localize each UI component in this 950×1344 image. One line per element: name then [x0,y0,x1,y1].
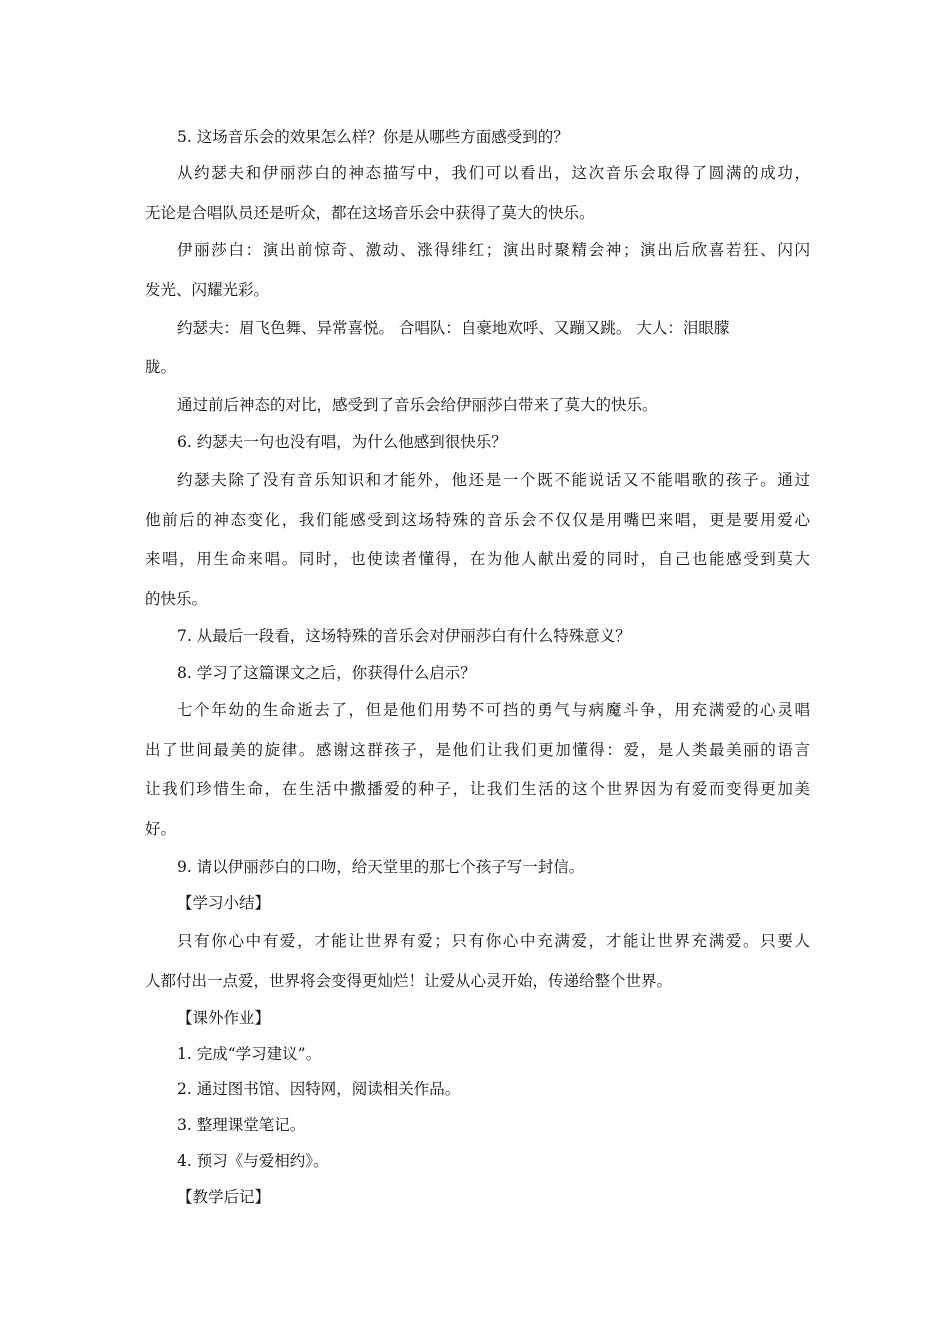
answer-6-line-2: 他前后的神态变化，我们能感受到这场特殊的音乐会不仅仅是用嘴巴来唱，更是要用爱心 [145,511,810,529]
summary-line-2: 人都付出一点爱，世界将会变得更灿烂！让爱从心灵开始，传递给整个世界。 [145,972,673,990]
question-5: 5. 这场音乐会的效果怎么样？你是从哪些方面感受到的？ [177,128,569,146]
question-9: 9. 请以伊丽莎白的口吻，给天堂里的那七个孩子写一封信。 [177,858,585,876]
homework-item-1: 1. 完成“学习建议”。 [177,1045,322,1063]
summary-line-1: 只有你心中有爱，才能让世界有爱；只有你心中充满爱，才能让世界充满爱。只要人 [177,932,810,950]
question-7: 7. 从最后一段看，这场特殊的音乐会对伊丽莎白有什么特殊意义？ [177,627,631,645]
homework-item-3: 3. 整理课堂笔记。 [177,1116,306,1134]
homework-item-2: 2. 通过图书馆、因特网，阅读相关作品。 [177,1080,461,1098]
answer-8-line-4: 好。 [145,820,177,838]
question-8: 8. 学习了这篇课文之后，你获得什么启示？ [177,664,476,682]
answer-8-line-3: 让我们珍惜生命，在生活中撒播爱的种子，让我们生活的这个世界因为有爱而变得更加美 [145,780,810,798]
answer-6-line-3: 来唱，用生命来唱。同时，也使读者懂得，在为他人献出爱的同时，自己也能感受到莫大 [145,550,810,568]
homework-item-4: 4. 预习《与爱相约》。 [177,1152,329,1170]
answer-5-elizabeth-line-2: 发光、闪耀光彩。 [145,281,270,299]
answer-5-elizabeth-line-1: 伊丽莎白：演出前惊奇、激动、涨得绯红；演出时聚精会神；演出后欣喜若狂、闪闪 [177,241,810,259]
heading-study-summary: 【学习小结】 [177,894,271,912]
answer-5-joseph-line-1: 约瑟夫：眉飞色舞、异常喜悦。 合唱队：自豪地欢呼、又蹦又跳。 大人：泪眼朦 [177,319,730,337]
answer-6-line-1: 约瑟夫除了没有音乐知识和才能外，他还是一个既不能说话又不能唱歌的孩子。通过 [177,471,810,489]
answer-6-line-4: 的快乐。 [145,590,208,608]
answer-8-line-1: 七个年幼的生命逝去了，但是他们用势不可挡的勇气与病魔斗争，用充满爱的心灵唱 [177,701,810,719]
answer-8-line-2: 出了世间最美的旋律。感谢这群孩子，是他们让我们更加懂得：爱，是人类最美丽的语言 [145,741,810,759]
answer-5-contrast: 通过前后神态的对比，感受到了音乐会给伊丽莎白带来了莫大的快乐。 [177,396,658,414]
answer-5-line-2: 无论是合唱队员还是听众，都在这场音乐会中获得了莫大的快乐。 [145,204,595,222]
heading-teaching-notes: 【教学后记】 [177,1188,271,1206]
question-6: 6. 约瑟夫一句也没有唱，为什么他感到很快乐？ [177,433,507,451]
answer-5-line-1: 从约瑟夫和伊丽莎白的神态描写中，我们可以看出，这次音乐会取得了圆满的成功， [177,164,810,182]
heading-homework: 【课外作业】 [177,1009,271,1027]
answer-5-joseph-line-2: 胧。 [145,358,177,376]
